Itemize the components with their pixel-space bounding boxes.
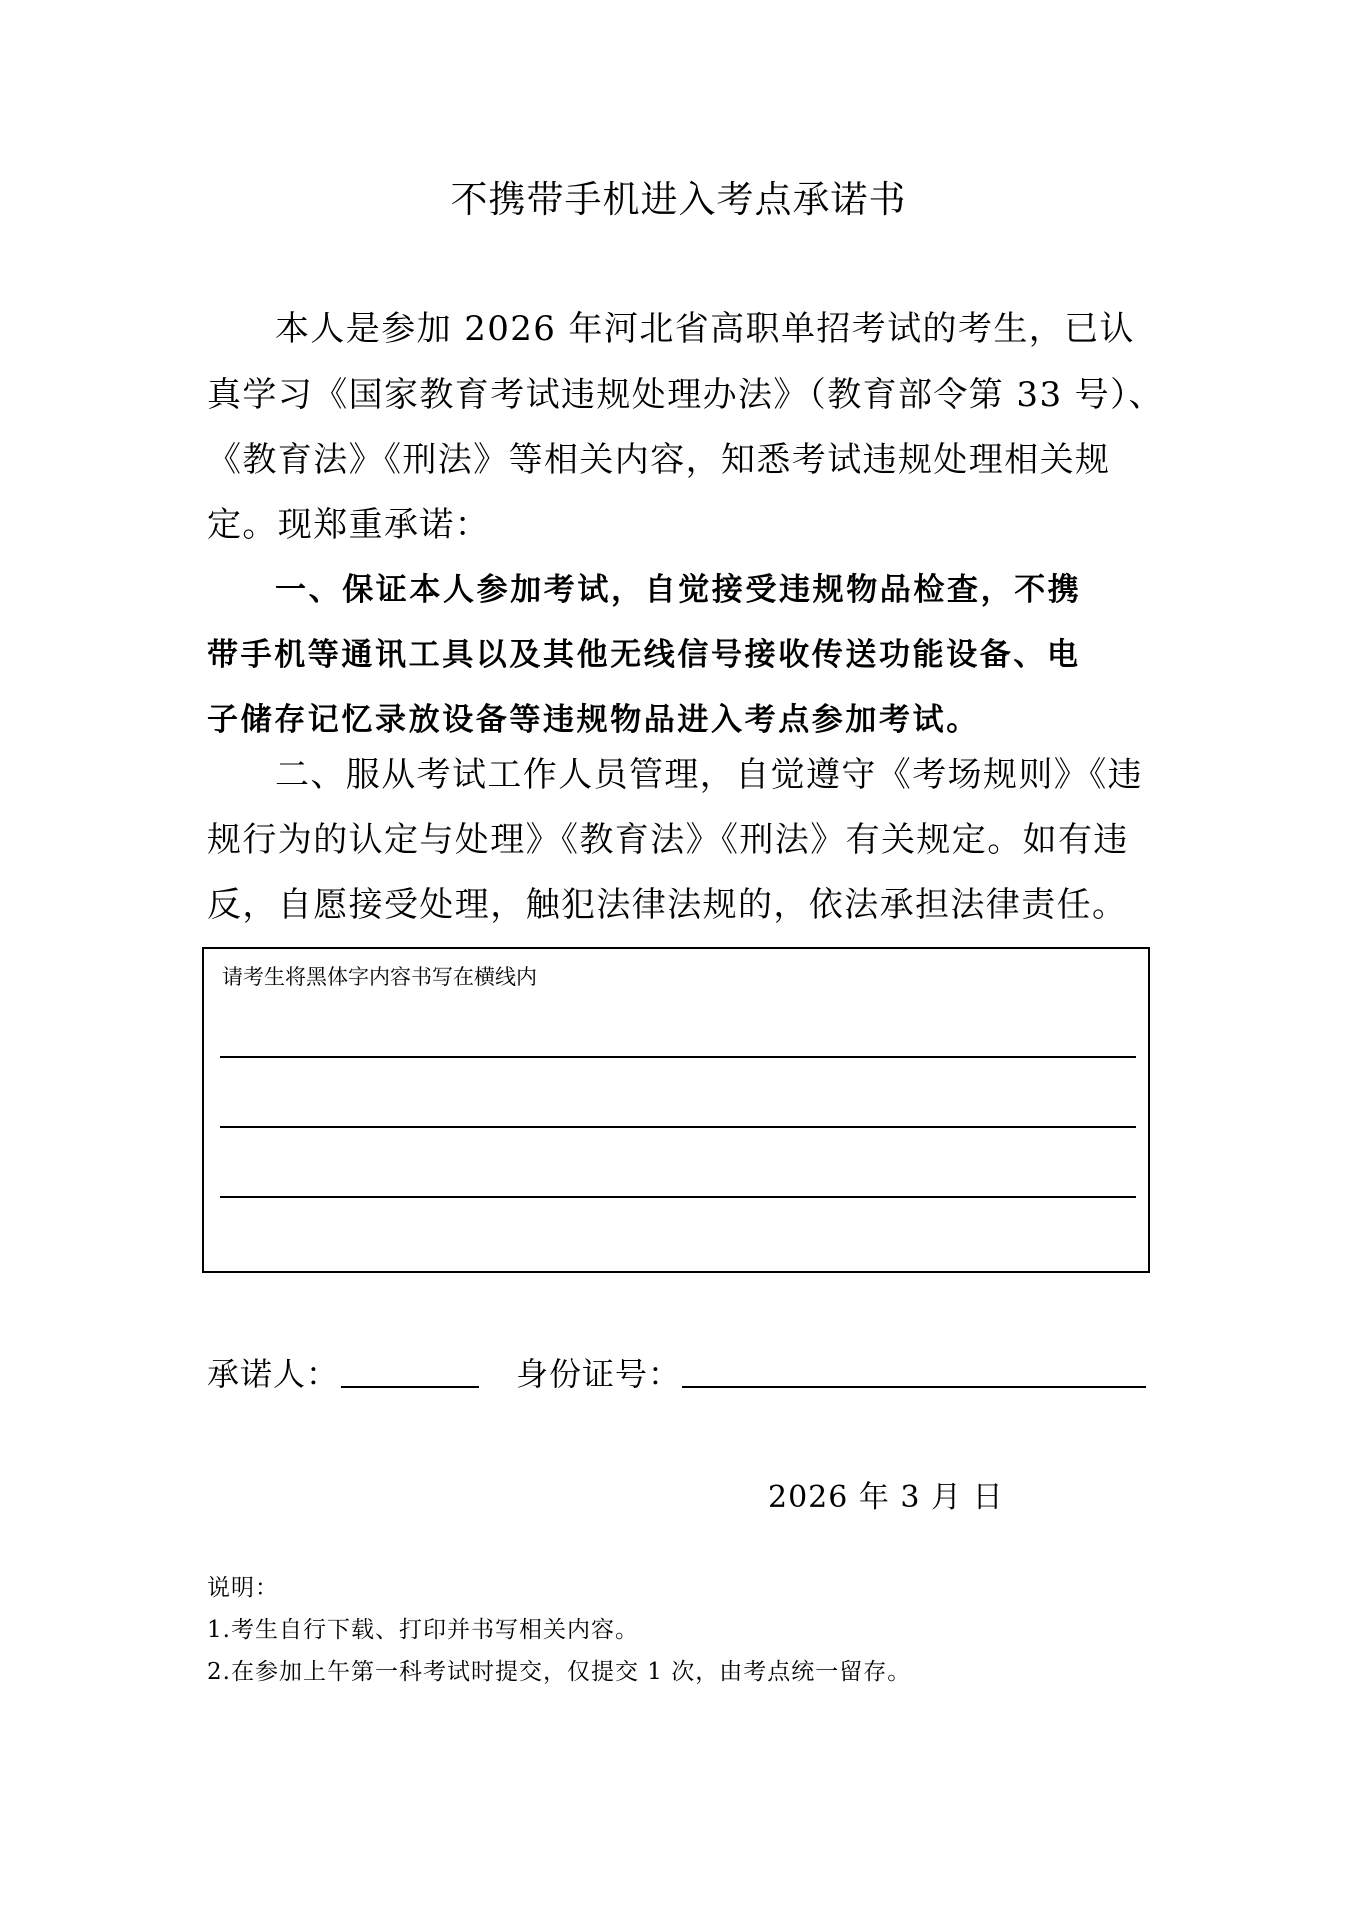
document-title: 不携带手机进入考点承诺书 (450, 178, 907, 221)
writing-line[interactable] (220, 1126, 1136, 1128)
handwriting-box (202, 947, 1150, 1273)
paragraph-line: 《教育法》《刑法》等相关内容，知悉考试违规处理相关规 (207, 440, 1111, 480)
writing-line[interactable] (220, 1196, 1136, 1198)
pledger-signature-line[interactable] (341, 1386, 479, 1388)
pledge-1-line: 带手机等通讯工具以及其他无线信号接收传送功能设备、电 (207, 637, 1081, 673)
pledge-2-line: 反，自愿接受处理，触犯法律法规的，依法承担法律责任。 (207, 885, 1128, 925)
writing-instruction: 请考生将黑体字内容书写在横线内 (222, 965, 537, 989)
notes-heading: 说明： (207, 1575, 279, 1601)
writing-line[interactable] (220, 1056, 1136, 1058)
paragraph-line: 真学习《国家教育考试违规处理办法》（教育部令第 33 号）、 (207, 375, 1164, 415)
note-item: 2.在参加上午第一科考试时提交，仅提交 1 次，由考点统一留存。 (207, 1659, 912, 1685)
paragraph-line: 定。现郑重承诺： (207, 505, 491, 545)
pledge-2-line: 规行为的认定与处理》《教育法》《刑法》有关规定。如有违 (207, 820, 1129, 860)
id-number-line[interactable] (682, 1386, 1146, 1388)
note-item: 1.考生自行下载、打印并书写相关内容。 (207, 1617, 639, 1643)
id-number-label: 身份证号： (516, 1355, 682, 1393)
pledge-2-line: 二、服从考试工作人员管理，自觉遵守《考场规则》《违 (275, 755, 1143, 795)
pledge-1-line: 子储存记忆录放设备等违规物品进入考点参加考试。 (207, 702, 980, 738)
pledge-date: 2026 年 3 月 日 (768, 1480, 1004, 1515)
pledge-1-line: 一、保证本人参加考试，自觉接受违规物品检查，不携 (275, 572, 1082, 608)
paragraph-line: 本人是参加 2026 年河北省高职单招考试的考生，已认 (275, 309, 1135, 349)
pledger-label: 承诺人： (207, 1355, 340, 1393)
